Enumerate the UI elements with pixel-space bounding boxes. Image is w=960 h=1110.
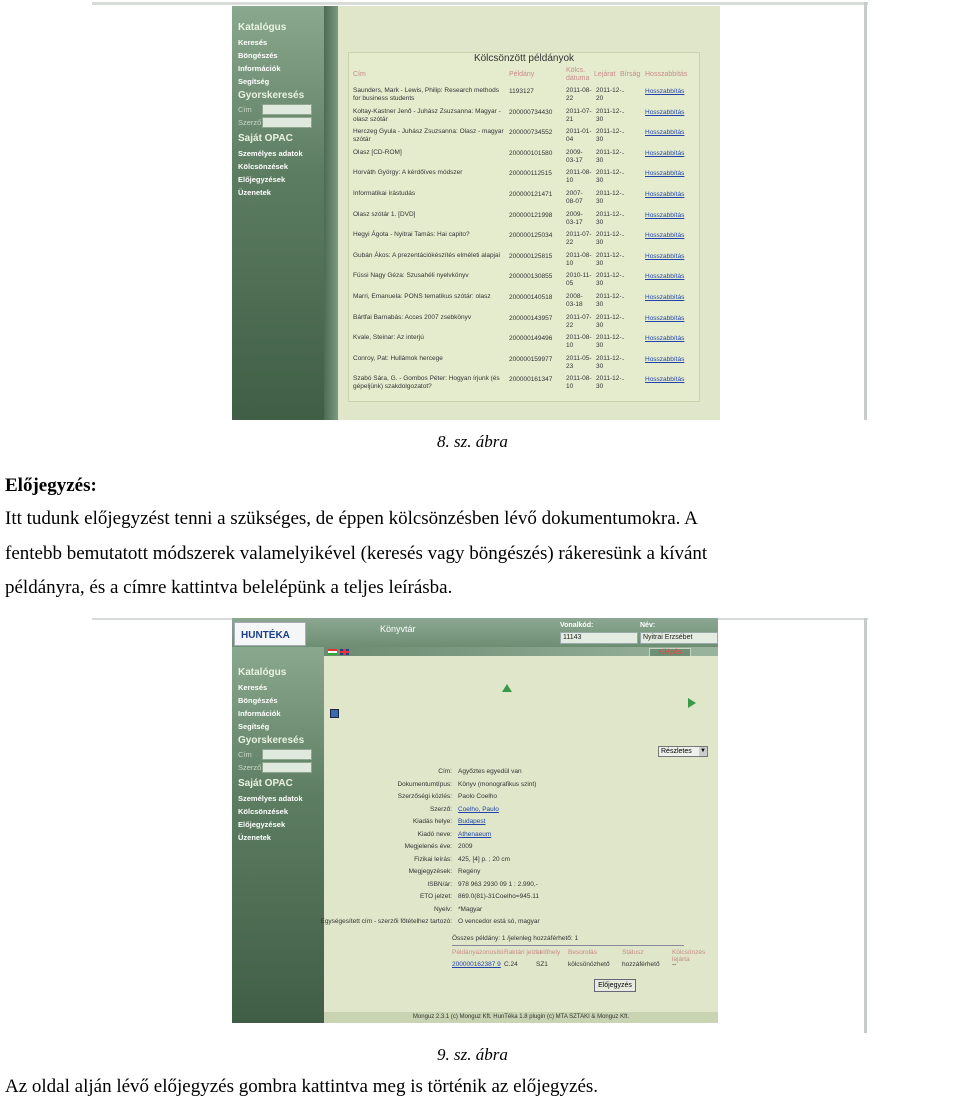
- loan-row: [353, 169, 695, 189]
- loan-due-date: 2011-12-30: [596, 107, 622, 123]
- loan-copy-id: 200000121471: [509, 191, 553, 198]
- quick-author-input[interactable]: [262, 117, 312, 128]
- quick-author-label: Szerző: [238, 118, 262, 127]
- caption-1: 8. sz. ábra: [437, 432, 508, 451]
- copy-header-cell: Raktári jelzet: [504, 949, 542, 956]
- sidebar-item-szemelyes[interactable]: Személyes adatok: [238, 794, 303, 803]
- next-arrow-icon[interactable]: [688, 698, 696, 708]
- field-value: Agyőztes egyedül van: [458, 768, 522, 775]
- hu-flag-icon[interactable]: [328, 649, 337, 655]
- loan-fine: -: [622, 170, 625, 178]
- field-label: Nyelv:: [433, 905, 452, 913]
- loan-due-date: 2011-12-30: [596, 210, 622, 226]
- field-label: Egységesített cím - szerzői főtételhez tartozó:: [320, 918, 452, 925]
- field-label: Cím:: [438, 768, 452, 775]
- field-label: Kiadás helye:: [412, 818, 452, 825]
- renew-link[interactable]: Hosszabbítás: [645, 376, 685, 384]
- caption-2: 9. sz. ábra: [437, 1045, 508, 1064]
- sidebar-sajat-opac-heading: Saját OPAC: [238, 778, 293, 789]
- copy-header-cell: Példányazonosító: [452, 949, 504, 956]
- sidebar-item-kereses[interactable]: Keresés: [238, 38, 268, 47]
- field-value: 425, [4] p. ; 20 cm: [458, 855, 511, 863]
- sidebar-item-kolcsonzesek[interactable]: Kölcsönzések: [238, 162, 289, 171]
- footer: Monguz 2.3.1 (c) Monguz Kft. HunTéka 1.8 plugin (c) MTA SZTAKI & Monguz Kft.: [324, 1012, 718, 1023]
- loan-start-date: 2009-03-17: [566, 210, 583, 226]
- loan-due-date: 2011-12-30: [596, 313, 622, 329]
- loan-row: [353, 252, 695, 272]
- header-lejarat: Lejárat: [594, 71, 616, 78]
- copy-id-link[interactable]: 200000162387 9: [452, 961, 501, 968]
- loan-row: [353, 272, 695, 292]
- loan-due-date: 2011-12-30: [596, 375, 622, 391]
- loan-due-date: 2011-12-20: [596, 87, 622, 102]
- loan-row: [353, 87, 695, 107]
- exit-button[interactable]: Kilépés: [649, 648, 691, 658]
- field-link[interactable]: Athenaeum: [458, 830, 492, 838]
- loan-due-date: 2011-12-30: [596, 251, 622, 267]
- field-value: *Magyar: [458, 905, 483, 913]
- sidebar-gyorskereses-heading: Gyorskeresés: [238, 735, 305, 746]
- loan-title[interactable]: Gubán Ákos: A prezentációkészítés elméleti alapjai: [353, 251, 501, 259]
- field-label: Szerző:: [429, 805, 452, 813]
- loan-fine: -: [622, 355, 625, 363]
- loan-fine: -: [622, 252, 625, 260]
- loan-start-date: 2011-01-04: [566, 128, 592, 144]
- field-value: 869.0(81)-31Coelho=945.11: [458, 893, 540, 900]
- renew-link[interactable]: Hosszabbítás: [645, 335, 685, 343]
- loan-due-date: 2011-12-30: [596, 334, 622, 350]
- loan-start-date: 2011-08-10: [566, 334, 592, 350]
- sidebar-item-segitseg[interactable]: Segítség: [238, 722, 270, 731]
- loan-fine: -: [622, 273, 625, 281]
- loan-start-date: 2011-08-22: [566, 87, 592, 102]
- figure-1-screenshot: [92, 0, 868, 420]
- loan-row: [353, 190, 695, 210]
- quick-title-label: Cím: [238, 105, 252, 114]
- quick-title-input[interactable]: [262, 749, 312, 760]
- loan-copy-id: 200000140518: [509, 294, 553, 301]
- sidebar-item-elojegyzesek[interactable]: Előjegyzések: [238, 820, 286, 829]
- hunteka-logo: [234, 622, 306, 646]
- loan-start-date: 2007-08-07: [566, 190, 583, 205]
- renew-link[interactable]: Hosszabbítás: [645, 232, 685, 240]
- field-label: Kiadó neve:: [417, 830, 452, 838]
- loan-row: [353, 231, 695, 251]
- loan-due-date: 2011-12-30: [596, 190, 622, 205]
- copy-cell: --: [672, 961, 677, 968]
- sidebar-gyorskereses-heading: Gyorskeresés: [238, 90, 305, 101]
- loan-copy-id: 200000130855: [509, 273, 553, 281]
- sidebar-item-informaciok[interactable]: Információk: [238, 64, 281, 73]
- sidebar: [232, 647, 324, 1023]
- sidebar-item-bongeszes[interactable]: Böngészés: [238, 51, 278, 60]
- loan-start-date: 2009-03-17: [566, 148, 583, 164]
- loan-fine: -: [622, 314, 625, 322]
- field-label: ETO jelzet:: [419, 893, 452, 900]
- loan-title[interactable]: Saunders, Mark - Lewis, Philip: Research methods for business students: [353, 87, 499, 102]
- copies-summary: Összes példány: 1 /jelenleg hozzáférhető: 1: [452, 935, 579, 942]
- name-field: Nyitrai Erzsébet: [640, 632, 718, 644]
- loan-row: [353, 314, 695, 334]
- renew-link[interactable]: Hosszabbítás: [645, 108, 685, 116]
- loans-table: [348, 52, 700, 402]
- loan-row: [353, 375, 695, 395]
- loan-title[interactable]: Bártfai Barnabás: Acces 2007 zsebkönyv: [353, 313, 472, 321]
- loan-start-date: 2011-07-21: [566, 107, 592, 123]
- field-value: 978 963 2930 09 1 : 2.990,-: [458, 880, 538, 888]
- loan-due-date: 2011-12-30: [596, 293, 622, 308]
- loan-copy-id: 200000159977: [509, 355, 553, 363]
- view-select-value: Részletes: [661, 748, 692, 755]
- loan-title[interactable]: Informatikai írástudás: [353, 190, 416, 197]
- field-link[interactable]: Coelho, Paulo: [458, 805, 499, 813]
- paragraph-line-2: fentebb bemutatott módszerek valamelyikével (keresés vagy böngészés) rákeresünk a kívánt: [5, 543, 708, 564]
- sidebar: [232, 6, 324, 420]
- field-label: ISBN/ár:: [427, 880, 452, 888]
- loan-start-date: 2011-07-22: [566, 313, 592, 329]
- loan-title[interactable]: Hegyi Ágota - Nyitrai Tamás: Hai capito?: [353, 231, 470, 239]
- loan-start-date: 2011-08-10: [566, 169, 592, 185]
- renew-link[interactable]: Hosszabbítás: [645, 129, 685, 137]
- figure-2-screenshot: [92, 618, 868, 1033]
- renew-link[interactable]: Hosszabbítás: [645, 191, 685, 198]
- loan-due-date: 2011-12-30: [596, 148, 622, 164]
- barcode-label: Vonalkód:: [560, 622, 594, 629]
- loan-start-date: 2011-08-10: [566, 375, 592, 391]
- logo-text: HUNTÉKA: [241, 630, 290, 641]
- renew-link[interactable]: Hosszabbítás: [645, 211, 685, 219]
- renew-link[interactable]: Hosszabbítás: [645, 355, 685, 363]
- loan-fine: -: [622, 149, 625, 157]
- field-value: Regény: [458, 868, 481, 875]
- loan-fine: -: [622, 294, 625, 301]
- loan-fine: -: [622, 108, 625, 116]
- field-value: 2009: [458, 843, 473, 850]
- loan-title[interactable]: Olasz [CD-ROM]: [353, 148, 402, 156]
- divider: [452, 945, 684, 946]
- loan-title[interactable]: Füssi Nagy Géza: Szusahéli nyelvkönyv: [353, 272, 469, 280]
- loan-copy-id: 200000161347: [509, 376, 553, 384]
- quick-author-label: Szerző: [238, 763, 262, 772]
- loan-fine: -: [622, 232, 625, 240]
- loan-due-date: 2011-12-30: [596, 231, 622, 247]
- renew-link[interactable]: Hosszabbítás: [645, 149, 685, 157]
- sidebar-item-segitseg[interactable]: Segítség: [238, 77, 270, 86]
- loan-row: [353, 128, 695, 148]
- copy-header-cell: Státusz: [622, 949, 644, 956]
- loan-start-date: 2011-08-10: [566, 251, 592, 267]
- loan-row: [353, 211, 695, 231]
- sidebar-item-informaciok[interactable]: Információk: [238, 709, 281, 718]
- loan-copy-id: 200000734552: [509, 129, 553, 137]
- renew-link[interactable]: Hosszabbítás: [645, 273, 685, 281]
- loan-title[interactable]: Szabó Sára, G. - Gombos Péter: Hogyan írjunk (és gépeljünk) szakdolgozatot?: [353, 375, 500, 391]
- loan-copy-id: 200000112515: [509, 170, 552, 178]
- loan-copy-id: 200000101580: [509, 149, 553, 157]
- field-label: Fizikai leírás:: [414, 855, 452, 863]
- sidebar-katalogus-heading: Katalógus: [238, 667, 287, 678]
- renew-link[interactable]: Hosszabbítás: [645, 252, 685, 260]
- loan-fine: -: [622, 211, 625, 219]
- loan-copy-id: 200000125034: [509, 232, 553, 240]
- loan-title[interactable]: Conroy, Pat: Hullámok hercege: [353, 354, 443, 362]
- loan-start-date: 2008-03-18: [566, 293, 583, 308]
- view-select[interactable]: [658, 746, 708, 757]
- field-label: Megjegyzések:: [408, 868, 452, 875]
- sidebar-item-kereses[interactable]: Keresés: [238, 683, 268, 692]
- section-heading: Előjegyzés:: [5, 475, 97, 496]
- loan-copy-id: 200000121998: [509, 211, 553, 219]
- loan-copy-id: 200000125815: [509, 252, 553, 260]
- up-arrow-icon[interactable]: [502, 684, 512, 692]
- sidebar-item-uzenetek[interactable]: Üzenetek: [238, 833, 271, 842]
- header-cim: Cím: [353, 71, 366, 78]
- header-peldany: Példány: [509, 71, 535, 78]
- chevron-down-icon: ▼: [700, 748, 706, 754]
- loan-fine: -: [622, 129, 625, 137]
- loan-start-date: 2010-11-05: [566, 272, 592, 288]
- field-label: Megjelenés éve:: [404, 843, 452, 850]
- loan-fine: -: [622, 376, 625, 384]
- loan-row: [353, 355, 695, 375]
- sidebar-katalogus-heading: Katalógus: [238, 22, 287, 33]
- header-hosszabbitas: Hosszabbítás: [645, 71, 688, 78]
- table-title: Kölcsönzött példányok: [473, 53, 575, 64]
- loan-row: [353, 108, 695, 128]
- copy-header-cell: Lelőhely: [536, 949, 561, 956]
- loan-start-date: 2011-05-23: [566, 354, 592, 370]
- loan-due-date: 2011-12-30: [596, 128, 622, 144]
- renew-link[interactable]: Hosszabbítás: [645, 88, 685, 95]
- copy-cell: hozzáférhető: [622, 961, 660, 968]
- quick-title-label: Cím: [238, 750, 252, 759]
- sidebar-item-kolcsonzesek[interactable]: Kölcsönzések: [238, 807, 289, 816]
- sidebar-item-elojegyzesek[interactable]: Előjegyzések: [238, 175, 286, 184]
- header-kolcs-datum: Kölcs. dátuma: [566, 67, 590, 82]
- field-label: Szerzőségi közlés:: [397, 793, 452, 800]
- sidebar-item-uzenetek[interactable]: Üzenetek: [238, 188, 271, 197]
- sidebar-frame: [324, 6, 338, 420]
- loan-due-date: 2011-12-30: [596, 169, 622, 185]
- loan-title[interactable]: Koltay-Kastner Jenő - Juhász Zsuzsanna: Magyar - olasz szótár: [353, 107, 501, 123]
- field-label: Dokumentumtípus:: [397, 780, 452, 788]
- renew-link[interactable]: Hosszabbítás: [645, 170, 685, 178]
- name-label: Név:: [640, 622, 656, 629]
- header-birsag: Bírság: [620, 71, 641, 78]
- renew-link[interactable]: Hosszabbítás: [645, 314, 685, 322]
- field-link[interactable]: Budapest: [458, 818, 486, 825]
- loan-fine: -: [622, 191, 625, 198]
- window-border-right: [864, 2, 867, 420]
- loan-due-date: 2011-12-30: [596, 354, 622, 370]
- reserve-button[interactable]: Előjegyzés: [594, 979, 636, 992]
- loan-title[interactable]: Horváth György: A kérdőíves módszer: [353, 169, 463, 177]
- loan-row: [353, 334, 695, 354]
- renew-link[interactable]: Hosszabbítás: [645, 294, 685, 301]
- loan-start-date: 2011-07-22: [566, 231, 592, 247]
- field-value: Paolo Coelho: [458, 793, 498, 800]
- loan-copy-id: 1193127: [509, 88, 534, 95]
- loan-copy-id: 200000149496: [509, 335, 553, 343]
- copy-cell: SZ1: [536, 961, 548, 968]
- field-value: O vencedor está só, magyar: [458, 918, 540, 925]
- sidebar-sajat-opac-heading: Saját OPAC: [238, 133, 293, 144]
- barcode-field: 11143: [560, 632, 638, 644]
- loan-due-date: 2011-12-30: [596, 272, 622, 288]
- loan-title[interactable]: Olasz szótár 1. [DVD]: [353, 210, 416, 218]
- loan-copy-id: 200000734430: [509, 108, 553, 116]
- quick-author-input[interactable]: [262, 762, 312, 773]
- konyvtar-label: Könyvtár: [380, 624, 416, 634]
- loan-fine: -: [622, 335, 625, 343]
- window-border-right: [864, 618, 867, 1033]
- main-panel: [320, 656, 718, 1012]
- uk-flag-icon[interactable]: [340, 649, 349, 655]
- loan-title[interactable]: Kvale, Steinar: Az interjú: [353, 334, 424, 342]
- field-value: Könyv (monografikus szint): [458, 780, 537, 788]
- copy-cell: C.24: [504, 961, 518, 968]
- loan-title[interactable]: Herczeg Gyula - Juhász Zsuzsanna: Olasz - magyar szótár: [353, 128, 504, 144]
- paragraph-line-1: Itt tudunk előjegyzést tenni a szükséges, de éppen kölcsönzésben lévő dokumentumokra. A: [5, 508, 698, 529]
- paragraph-line-3: példányra, és a címre kattintva belelépünk a teljes leírásba.: [5, 577, 453, 598]
- copy-header-cell: Kölcsönzés lejárta: [672, 949, 706, 963]
- loan-row: [353, 149, 695, 169]
- final-line: Az oldal alján lévő előjegyzés gombra kattintva meg is történik az előjegyzés.: [5, 1076, 599, 1097]
- copy-cell: kölcsönözhető: [568, 961, 610, 968]
- sidebar-item-szemelyes[interactable]: Személyes adatok: [238, 149, 303, 158]
- loan-fine: -: [622, 88, 625, 95]
- quick-title-input[interactable]: [262, 104, 312, 115]
- window-border: [92, 2, 868, 5]
- loan-copy-id: 200000143957: [509, 314, 553, 322]
- loan-row: [353, 293, 695, 313]
- bookmark-icon[interactable]: [330, 709, 339, 718]
- copy-header-cell: Besorolás: [568, 949, 597, 956]
- sidebar-item-bongeszes[interactable]: Böngészés: [238, 696, 278, 705]
- loan-title[interactable]: Marri, Emanuela: PONS tematikus szótár: olasz: [353, 293, 491, 300]
